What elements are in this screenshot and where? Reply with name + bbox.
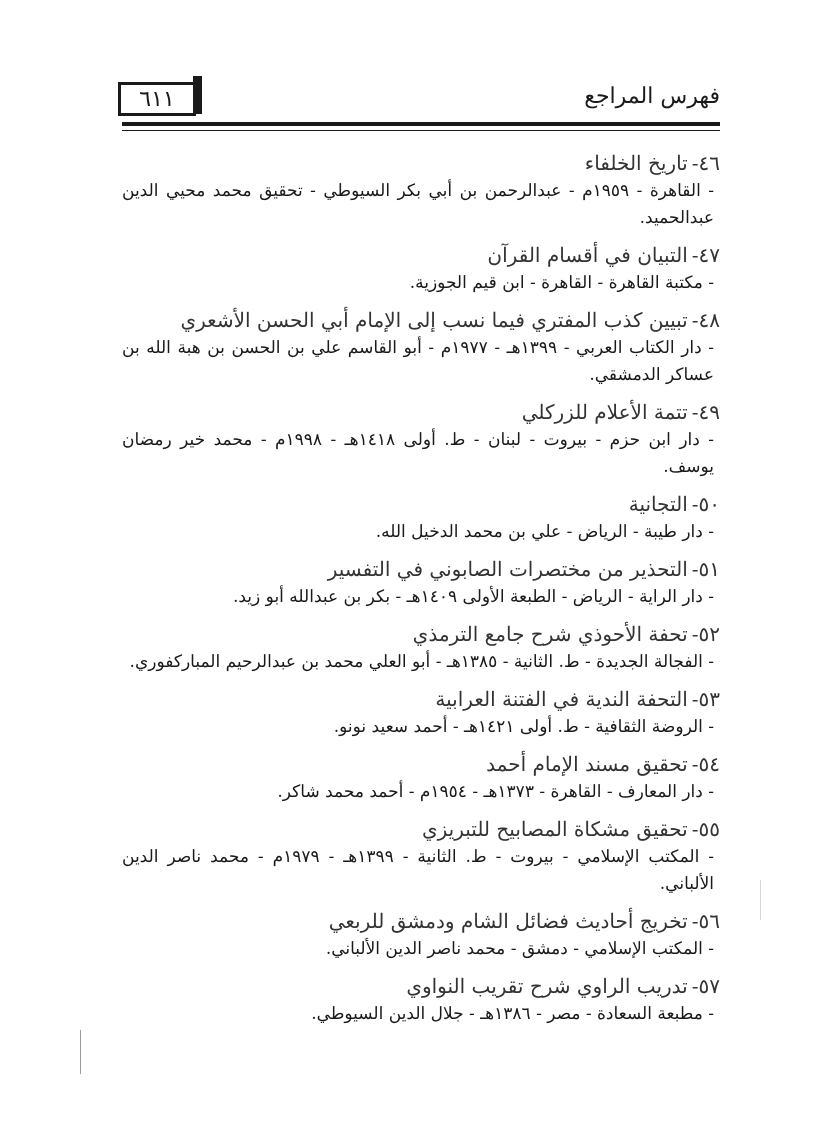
reference-entry xyxy=(122,814,720,898)
reference-entry xyxy=(122,906,720,963)
reference-detail: - المكتب الإسلامي - دمشق - محمد ناصر الدين الألباني. xyxy=(325,939,714,959)
reference-title xyxy=(122,619,720,649)
reference-entry xyxy=(122,971,720,1028)
reference-entry xyxy=(122,749,720,806)
reference-number: ٥٣- xyxy=(691,687,720,711)
reference-detail: - الفجالة الجديدة - ط. الثانية - ١٣٨٥هـ - أبو العلي محمد بن عبدالرحيم المباركفوري. xyxy=(129,652,714,672)
reference-entry xyxy=(122,305,720,389)
reference-title-text: تاريخ الخلفاء xyxy=(584,151,688,175)
running-title: فهرس المراجع xyxy=(584,84,720,109)
reference-title-text: تدريب الراوي شرح تقريب النواوي xyxy=(406,974,688,998)
reference-title-text: التبيان في أقسام القرآن xyxy=(487,243,688,267)
reference-title xyxy=(122,906,720,936)
reference-title xyxy=(122,971,720,1001)
reference-detail: - مكتبة القاهرة - القاهرة - ابن قيم الجوزية. xyxy=(409,273,714,293)
scan-margin-mark xyxy=(80,1030,81,1074)
reference-detail: - القاهرة - ١٩٥٩م - عبدالرحمن بن أبي بكر السيوطي - تحقيق محمد محيي الدين عبدالحميد. xyxy=(122,181,714,228)
reference-entry xyxy=(122,619,720,676)
reference-number: ٤٦- xyxy=(691,151,720,175)
reference-title-text: التحذير من مختصرات الصابوني في التفسير xyxy=(327,557,688,581)
reference-title xyxy=(122,814,720,844)
reference-detail: - دار طيبة - الرياض - علي بن محمد الدخيل الله. xyxy=(375,522,714,542)
page-header xyxy=(0,0,840,140)
header-rule-thick xyxy=(122,122,720,126)
scan-margin-mark xyxy=(760,880,761,920)
reference-entry xyxy=(122,554,720,611)
reference-title-text: التحفة الندية في الفتنة العرابية xyxy=(435,687,688,711)
reference-detail: - الروضة الثقافية - ط. أولى ١٤٢١هـ - أحمد سعيد نونو. xyxy=(333,717,714,737)
reference-title xyxy=(122,397,720,427)
reference-title-text: التجانية xyxy=(628,492,688,516)
reference-detail: - دار المعارف - القاهرة - ١٣٧٣هـ - ١٩٥٤م - أحمد محمد شاكر. xyxy=(277,782,714,802)
reference-title-text: تحقيق مسند الإمام أحمد xyxy=(486,752,688,776)
reference-detail: - المكتب الإسلامي - بيروت - ط. الثانية - ١٣٩٩هـ - ١٩٧٩م - محمد ناصر الدين الألباني. xyxy=(122,847,714,894)
reference-title-text: تخريج أحاديث فضائل الشام ودمشق للربعي xyxy=(328,909,688,933)
reference-detail: - دار ابن حزم - بيروت - لبنان - ط. أولى ١٤١٨هـ - ١٩٩٨م - محمد خير رمضان يوسف. xyxy=(122,430,714,477)
reference-detail: - مطبعة السعادة - مصر - ١٣٨٦هـ - جلال الدين السيوطي. xyxy=(311,1004,714,1024)
reference-title xyxy=(122,554,720,584)
page-number-box xyxy=(118,82,196,116)
page-number: ٦١١ xyxy=(139,86,175,112)
reference-title xyxy=(122,684,720,714)
reference-entry xyxy=(122,148,720,232)
reference-title-text: تحفة الأحوذي شرح جامع الترمذي xyxy=(412,622,688,646)
reference-detail: - دار الكتاب العربي - ١٣٩٩هـ - ١٩٧٧م - أبو القاسم علي بن الحسن بن هبة الله بن عساكر الدمشقي. xyxy=(122,338,715,385)
reference-title xyxy=(122,489,720,519)
reference-title xyxy=(122,305,720,335)
reference-title xyxy=(122,148,720,178)
reference-title-text: تحقيق مشكاة المصابيح للتبريزي xyxy=(421,817,688,841)
reference-number: ٥٢- xyxy=(691,622,720,646)
reference-entry xyxy=(122,489,720,546)
reference-number: ٥١- xyxy=(691,557,720,581)
reference-number: ٥٤- xyxy=(691,752,720,776)
header-rule-thin xyxy=(122,130,720,131)
reference-number: ٥٥- xyxy=(691,817,720,841)
reference-number: ٤٧- xyxy=(691,243,720,267)
reference-title-text: تبيين كذب المفتري فيما نسب إلى الإمام أبي الحسن الأشعري xyxy=(180,308,688,332)
reference-title xyxy=(122,240,720,270)
reference-entry xyxy=(122,397,720,481)
reference-detail: - دار الراية - الرياض - الطبعة الأولى ١٤٠٩هـ - بكر بن عبدالله أبو زيد. xyxy=(232,587,714,607)
reference-number: ٤٩- xyxy=(691,400,720,424)
reference-number: ٥٦- xyxy=(691,909,720,933)
reference-entry xyxy=(122,240,720,297)
reference-number: ٤٨- xyxy=(691,308,720,332)
reference-title xyxy=(122,749,720,779)
references-list xyxy=(122,148,720,1036)
reference-number: ٥٧- xyxy=(691,974,720,998)
reference-number: ٥٠- xyxy=(691,492,720,516)
reference-entry xyxy=(122,684,720,741)
reference-title-text: تتمة الأعلام للزركلي xyxy=(521,400,688,424)
